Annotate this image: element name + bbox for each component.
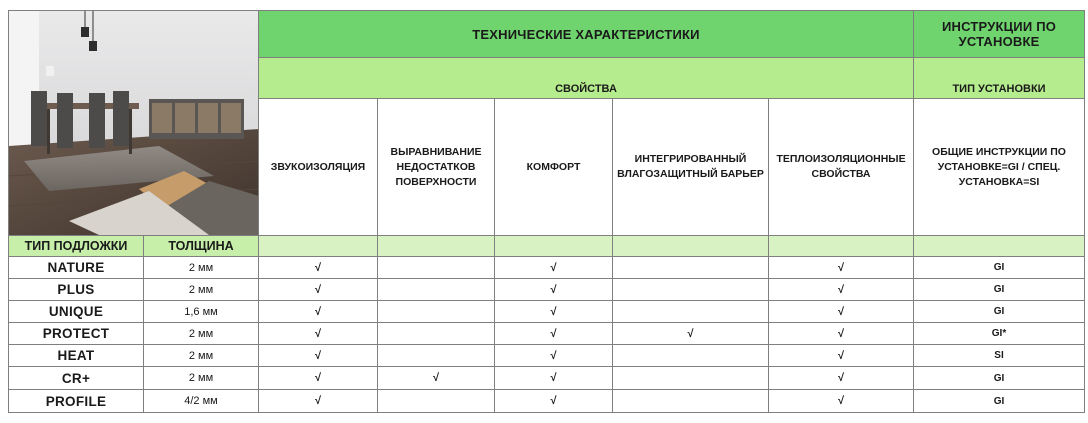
filler-cell [378,236,495,257]
check-comfort: √ [495,390,613,413]
filler-cell [914,236,1085,257]
check-sound: √ [259,279,378,301]
check-thermal: √ [769,301,914,323]
table-row [9,257,1085,279]
check-thermal: √ [769,345,914,367]
table-row [9,279,1085,301]
check-leveling: √ [378,367,495,390]
check-moisture [613,301,769,323]
product-name: UNIQUE [9,301,144,323]
check-leveling [378,257,495,279]
check-leveling [378,390,495,413]
check-sound: √ [259,367,378,390]
check-thermal: √ [769,279,914,301]
check-leveling [378,345,495,367]
table-row [9,390,1085,413]
product-thickness: 2 мм [144,279,259,301]
check-leveling [378,301,495,323]
check-sound: √ [259,390,378,413]
table-row [9,345,1085,367]
table-row [9,301,1085,323]
install-type: GI* [914,323,1085,345]
spec-table [8,10,1085,413]
spec-table-wrapper [8,10,1088,413]
filler-cell [613,236,769,257]
column-header-thermal: ТЕПЛОИЗОЛЯЦИОННЫЕ СВОЙСТВА [769,99,914,236]
check-moisture: √ [613,323,769,345]
product-name: CR+ [9,367,144,390]
column-header-moisture: ИНТЕГРИРОВАННЫЙ ВЛАГОЗАЩИТНЫЙ БАРЬЕР [613,99,769,236]
interior-photo [9,11,259,236]
check-thermal: √ [769,390,914,413]
interior-photo-image [9,11,259,235]
product-name: PLUS [9,279,144,301]
check-thermal: √ [769,323,914,345]
product-thickness: 2 мм [144,257,259,279]
product-name: PROFILE [9,390,144,413]
check-moisture [613,390,769,413]
check-sound: √ [259,301,378,323]
product-thickness: 2 мм [144,345,259,367]
product-thickness: 2 мм [144,323,259,345]
check-comfort: √ [495,323,613,345]
check-comfort: √ [495,301,613,323]
column-header-install: ОБЩИЕ ИНСТРУКЦИИ ПО УСТАНОВКЕ=GI / СПЕЦ. УСТАНОВКА=SI [914,99,1085,236]
check-sound: √ [259,323,378,345]
check-moisture [613,257,769,279]
filler-cell [769,236,914,257]
product-thickness: 1,6 мм [144,301,259,323]
product-thickness: 4/2 мм [144,390,259,413]
underlay-type-header: ТИП ПОДЛОЖКИ [9,236,144,257]
table-row [9,367,1085,390]
check-sound: √ [259,345,378,367]
install-type: GI [914,367,1085,390]
check-comfort: √ [495,257,613,279]
install-type: GI [914,301,1085,323]
check-thermal: √ [769,257,914,279]
product-thickness: 2 мм [144,367,259,390]
check-leveling [378,279,495,301]
filler-cell [495,236,613,257]
check-comfort: √ [495,345,613,367]
install-header: ИНСТРУКЦИИ ПО УСТАНОВКЕ [914,11,1085,58]
install-type-header: ТИП УСТАНОВКИ [914,58,1085,99]
check-thermal: √ [769,367,914,390]
check-moisture [613,345,769,367]
product-name: PROTECT [9,323,144,345]
tech-header: ТЕХНИЧЕСКИЕ ХАРАКТЕРИСТИКИ [259,11,914,58]
check-comfort: √ [495,279,613,301]
column-header-comfort: КОМФОРТ [495,99,613,236]
install-type: GI [914,257,1085,279]
check-leveling [378,323,495,345]
install-type: GI [914,279,1085,301]
check-moisture [613,367,769,390]
check-sound: √ [259,257,378,279]
check-moisture [613,279,769,301]
install-type: GI [914,390,1085,413]
install-type: SI [914,345,1085,367]
product-name: HEAT [9,345,144,367]
product-name: NATURE [9,257,144,279]
check-comfort: √ [495,367,613,390]
filler-cell [259,236,378,257]
props-header: СВОЙСТВА [259,58,914,99]
thickness-header: ТОЛЩИНА [144,236,259,257]
table-row [9,323,1085,345]
column-header-sound: ЗВУКОИЗОЛЯЦИЯ [259,99,378,236]
column-header-leveling: ВЫРАВНИВАНИЕ НЕДОСТАТКОВ ПОВЕРХНОСТИ [378,99,495,236]
